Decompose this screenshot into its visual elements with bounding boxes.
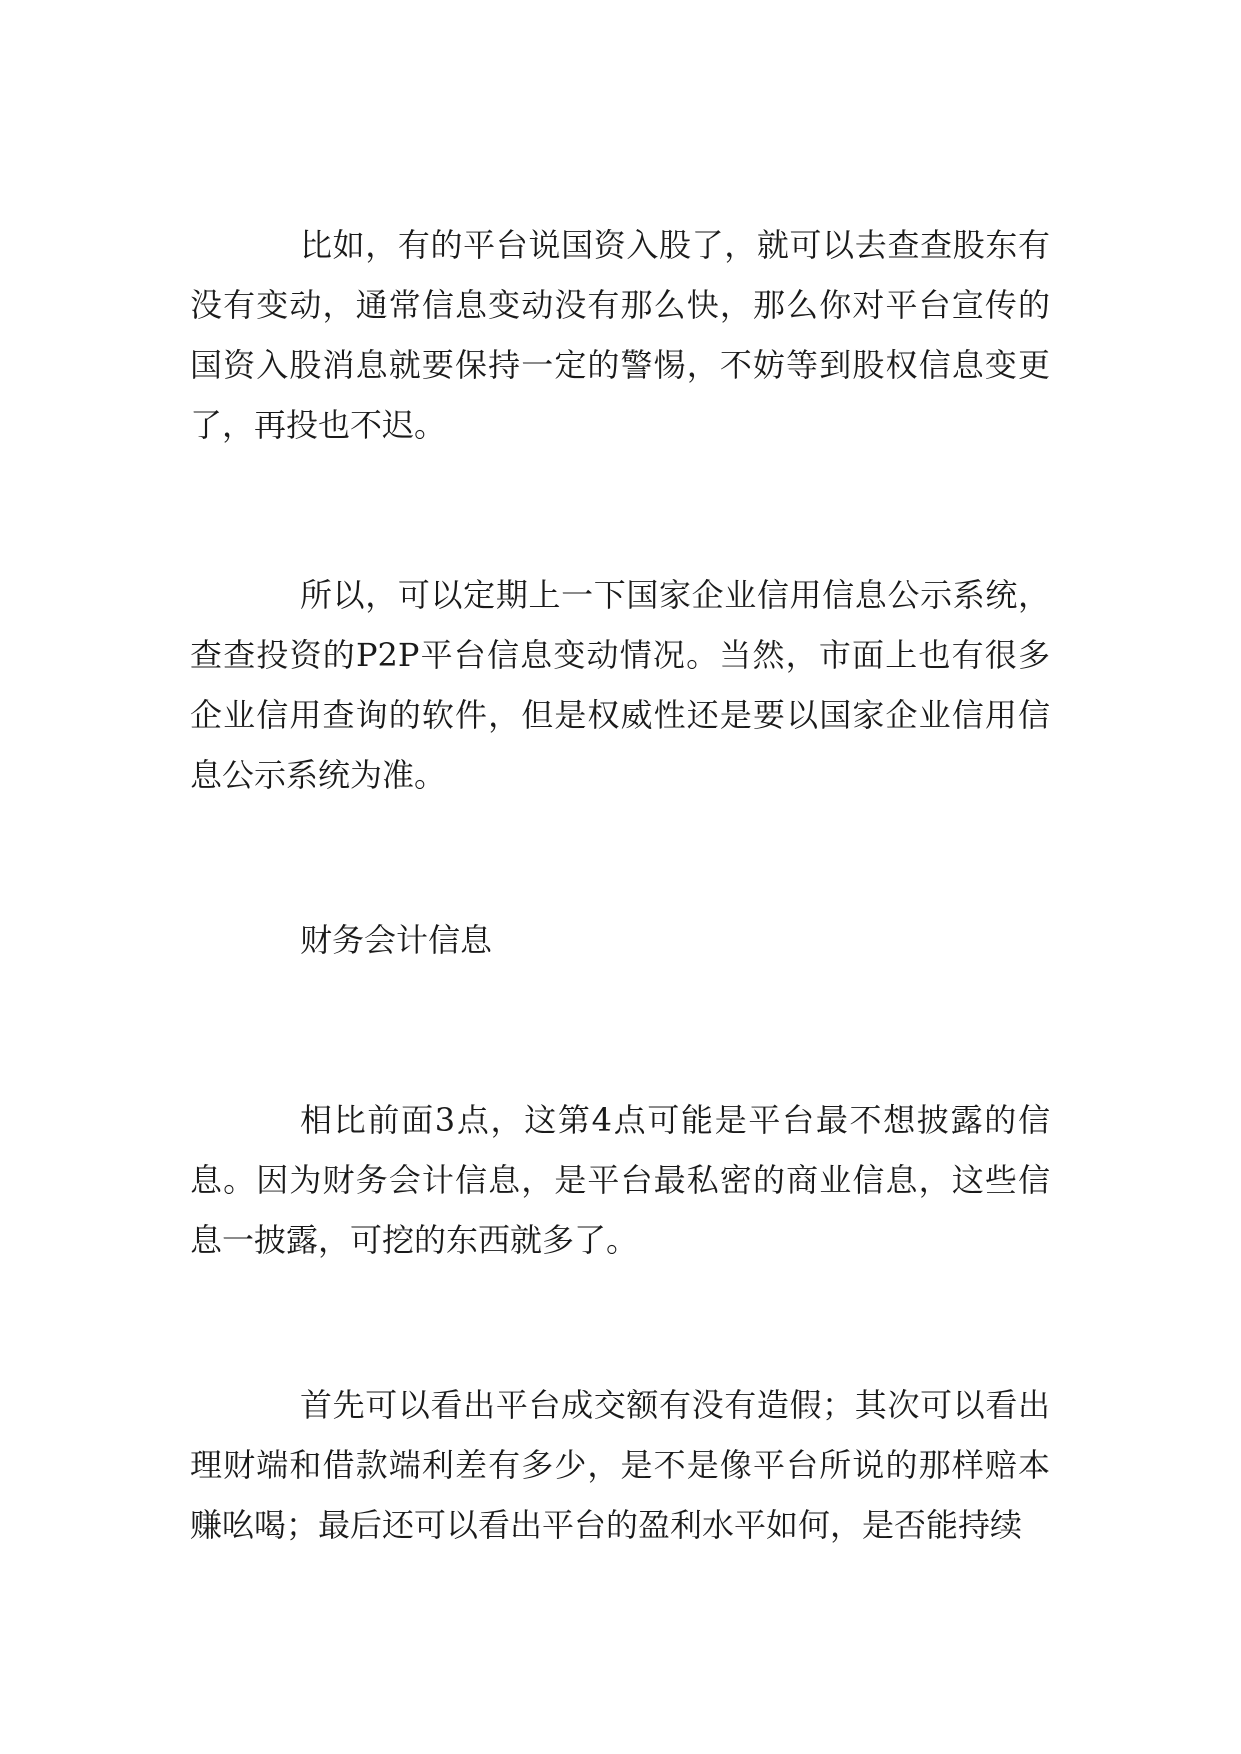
paragraph-equity-change: 比如，有的平台说国资入股了，就可以去查查股东有没有变动，通常信息变动没有那么快，那么你对平台宣传的国资入股消息就要保持一定的警惕，不妨等到股权信息变更了，再投也不迟。 bbox=[190, 226, 1050, 444]
paragraph-financial-analysis: 首先可以看出平台成交额有没有造假；其次可以看出理财端和借款端利差有多少，是不是像平台所说的那样赔本赚吆喝；最后还可以看出平台的盈利水平如何，是否能持续 bbox=[190, 1386, 1050, 1544]
paragraph-financial-disclosure: 相比前面3点，这第4点可能是平台最不想披露的信息。因为财务会计信息，是平台最私密的商业信息，这些信息一披露，可挖的东西就多了。 bbox=[190, 1101, 1050, 1259]
paragraph-credit-system: 所以，可以定期上一下国家企业信用信息公示系统，查查投资的P2P平台信息变动情况。当然，市面上也有很多企业信用查询的软件，但是权威性还是要以国家企业信用信息公示系统为准。 bbox=[190, 576, 1050, 794]
section-heading-financial-info: 财务会计信息 bbox=[300, 921, 493, 959]
